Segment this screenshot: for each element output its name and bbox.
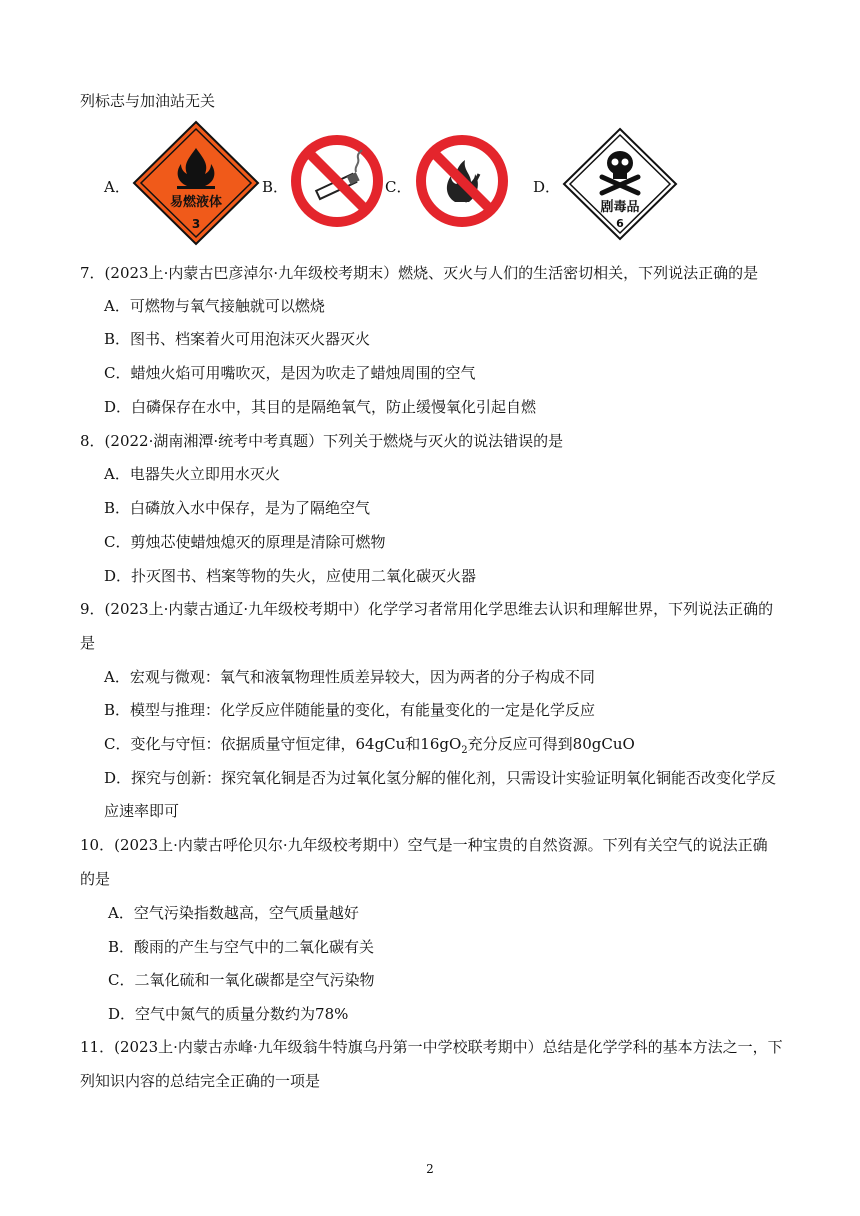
question-8-option-c: C．剪烛芯使蜡烛熄灭的原理是清除可燃物 — [104, 533, 386, 551]
question-10-stem-line1: 10．(2023上·内蒙古呼伦贝尔·九年级校考期中）空气是一种宝贵的自然资源。下列有关空气的说法正确 — [80, 836, 768, 854]
question-7-option-c: C．蜡烛火焰可用嘴吹灭，是因为吹走了蜡烛周围的空气 — [104, 364, 476, 382]
question-7-option-a: A．可燃物与氧气接触就可以燃烧 — [104, 297, 325, 315]
question-11-stem-line1: 11．(2023上·内蒙古赤峰·九年级翁牛特旗乌丹第一中学校联考期中）总结是化学学科的基本方法之一，下 — [80, 1038, 783, 1056]
question-9-option-c-pre: C．变化与守恒：依据质量守恒定律，64gCu和16gO — [104, 735, 462, 753]
question-10-option-b: B．酸雨的产生与空气中的二氧化碳有关 — [108, 938, 375, 956]
no-smoking-sign-icon — [290, 134, 384, 228]
question-9-stem-line2: 是 — [80, 634, 96, 652]
option-c-label: C． — [385, 178, 412, 196]
question-8-option-a: A．电器失火立即用水灭火 — [104, 465, 280, 483]
question-9-option-d-line1: D．探究与创新：探究氧化铜是否为过氧化氢分解的催化剂，只需设计实验证明氧化铜能否改变化学反 — [104, 769, 777, 787]
question-9-option-d-line2: 应速率即可 — [104, 802, 180, 820]
question-9-stem-line1: 9．(2023上·内蒙古通辽·九年级校考期中）化学学习者常用化学思维去认识和理解世界，下列说法正确的 — [80, 600, 774, 618]
question-8-option-b: B．白磷放入水中保存，是为了隔绝空气 — [104, 499, 371, 517]
question-11-stem-line2: 列知识内容的总结完全正确的一项是 — [80, 1072, 321, 1090]
question-9-option-c-subscript: 2 — [461, 745, 468, 756]
sign-a-text: 易燃液体 — [169, 195, 223, 210]
question-10-option-d: D．空气中氮气的质量分数约为78% — [108, 1005, 349, 1023]
sign-a-number: 3 — [191, 217, 201, 231]
sign-d-text: 剧毒品 — [600, 200, 640, 215]
question-10-option-a: A．空气污染指数越高，空气质量越好 — [108, 904, 359, 922]
question-8-stem: 8．(2022·湖南湘潭·统考中考真题）下列关于燃烧与灭火的说法错误的是 — [80, 432, 564, 450]
question-7-option-b: B．图书、档案着火可用泡沫灭火器灭火 — [104, 330, 371, 348]
question-9-option-b: B．模型与推理：化学反应伴随能量的变化，有能量变化的一定是化学反应 — [104, 701, 596, 719]
option-a-label: A． — [104, 178, 130, 196]
question-10-option-c: C．二氧化硫和一氧化碳都是空气污染物 — [108, 971, 375, 989]
option-b-label: B． — [262, 178, 289, 196]
sign-d-number: 6 — [616, 217, 624, 230]
question-8-option-d: D．扑灭图书、档案等物的失火，应使用二氧化碳灭火器 — [104, 567, 477, 585]
page-number: 2 — [426, 1162, 434, 1176]
flammable-liquid-sign-icon — [131, 120, 261, 246]
question-7-stem: 7．(2023上·内蒙古巴彦淖尔·九年级校考期末）燃烧、灭火与人们的生活密切相关，下列说法正确的是 — [80, 264, 759, 282]
option-d-label: D． — [533, 178, 561, 196]
question-10-stem-line2: 的是 — [80, 870, 111, 888]
continued-question-text: 列标志与加油站无关 — [80, 92, 216, 110]
question-9-option-c — [104, 733, 635, 756]
question-7-option-d: D．白磷保存在水中，其目的是隔绝氧气，防止缓慢氧化引起自燃 — [104, 398, 537, 416]
question-9-option-c-post: 充分反应可得到80gCuO — [467, 735, 635, 753]
no-open-flame-sign-icon — [415, 134, 509, 228]
question-9-option-a: A．宏观与微观：氧气和液氧物理性质差异较大，因为两者的分子构成不同 — [104, 668, 595, 686]
toxic-substance-sign-icon — [562, 127, 678, 241]
